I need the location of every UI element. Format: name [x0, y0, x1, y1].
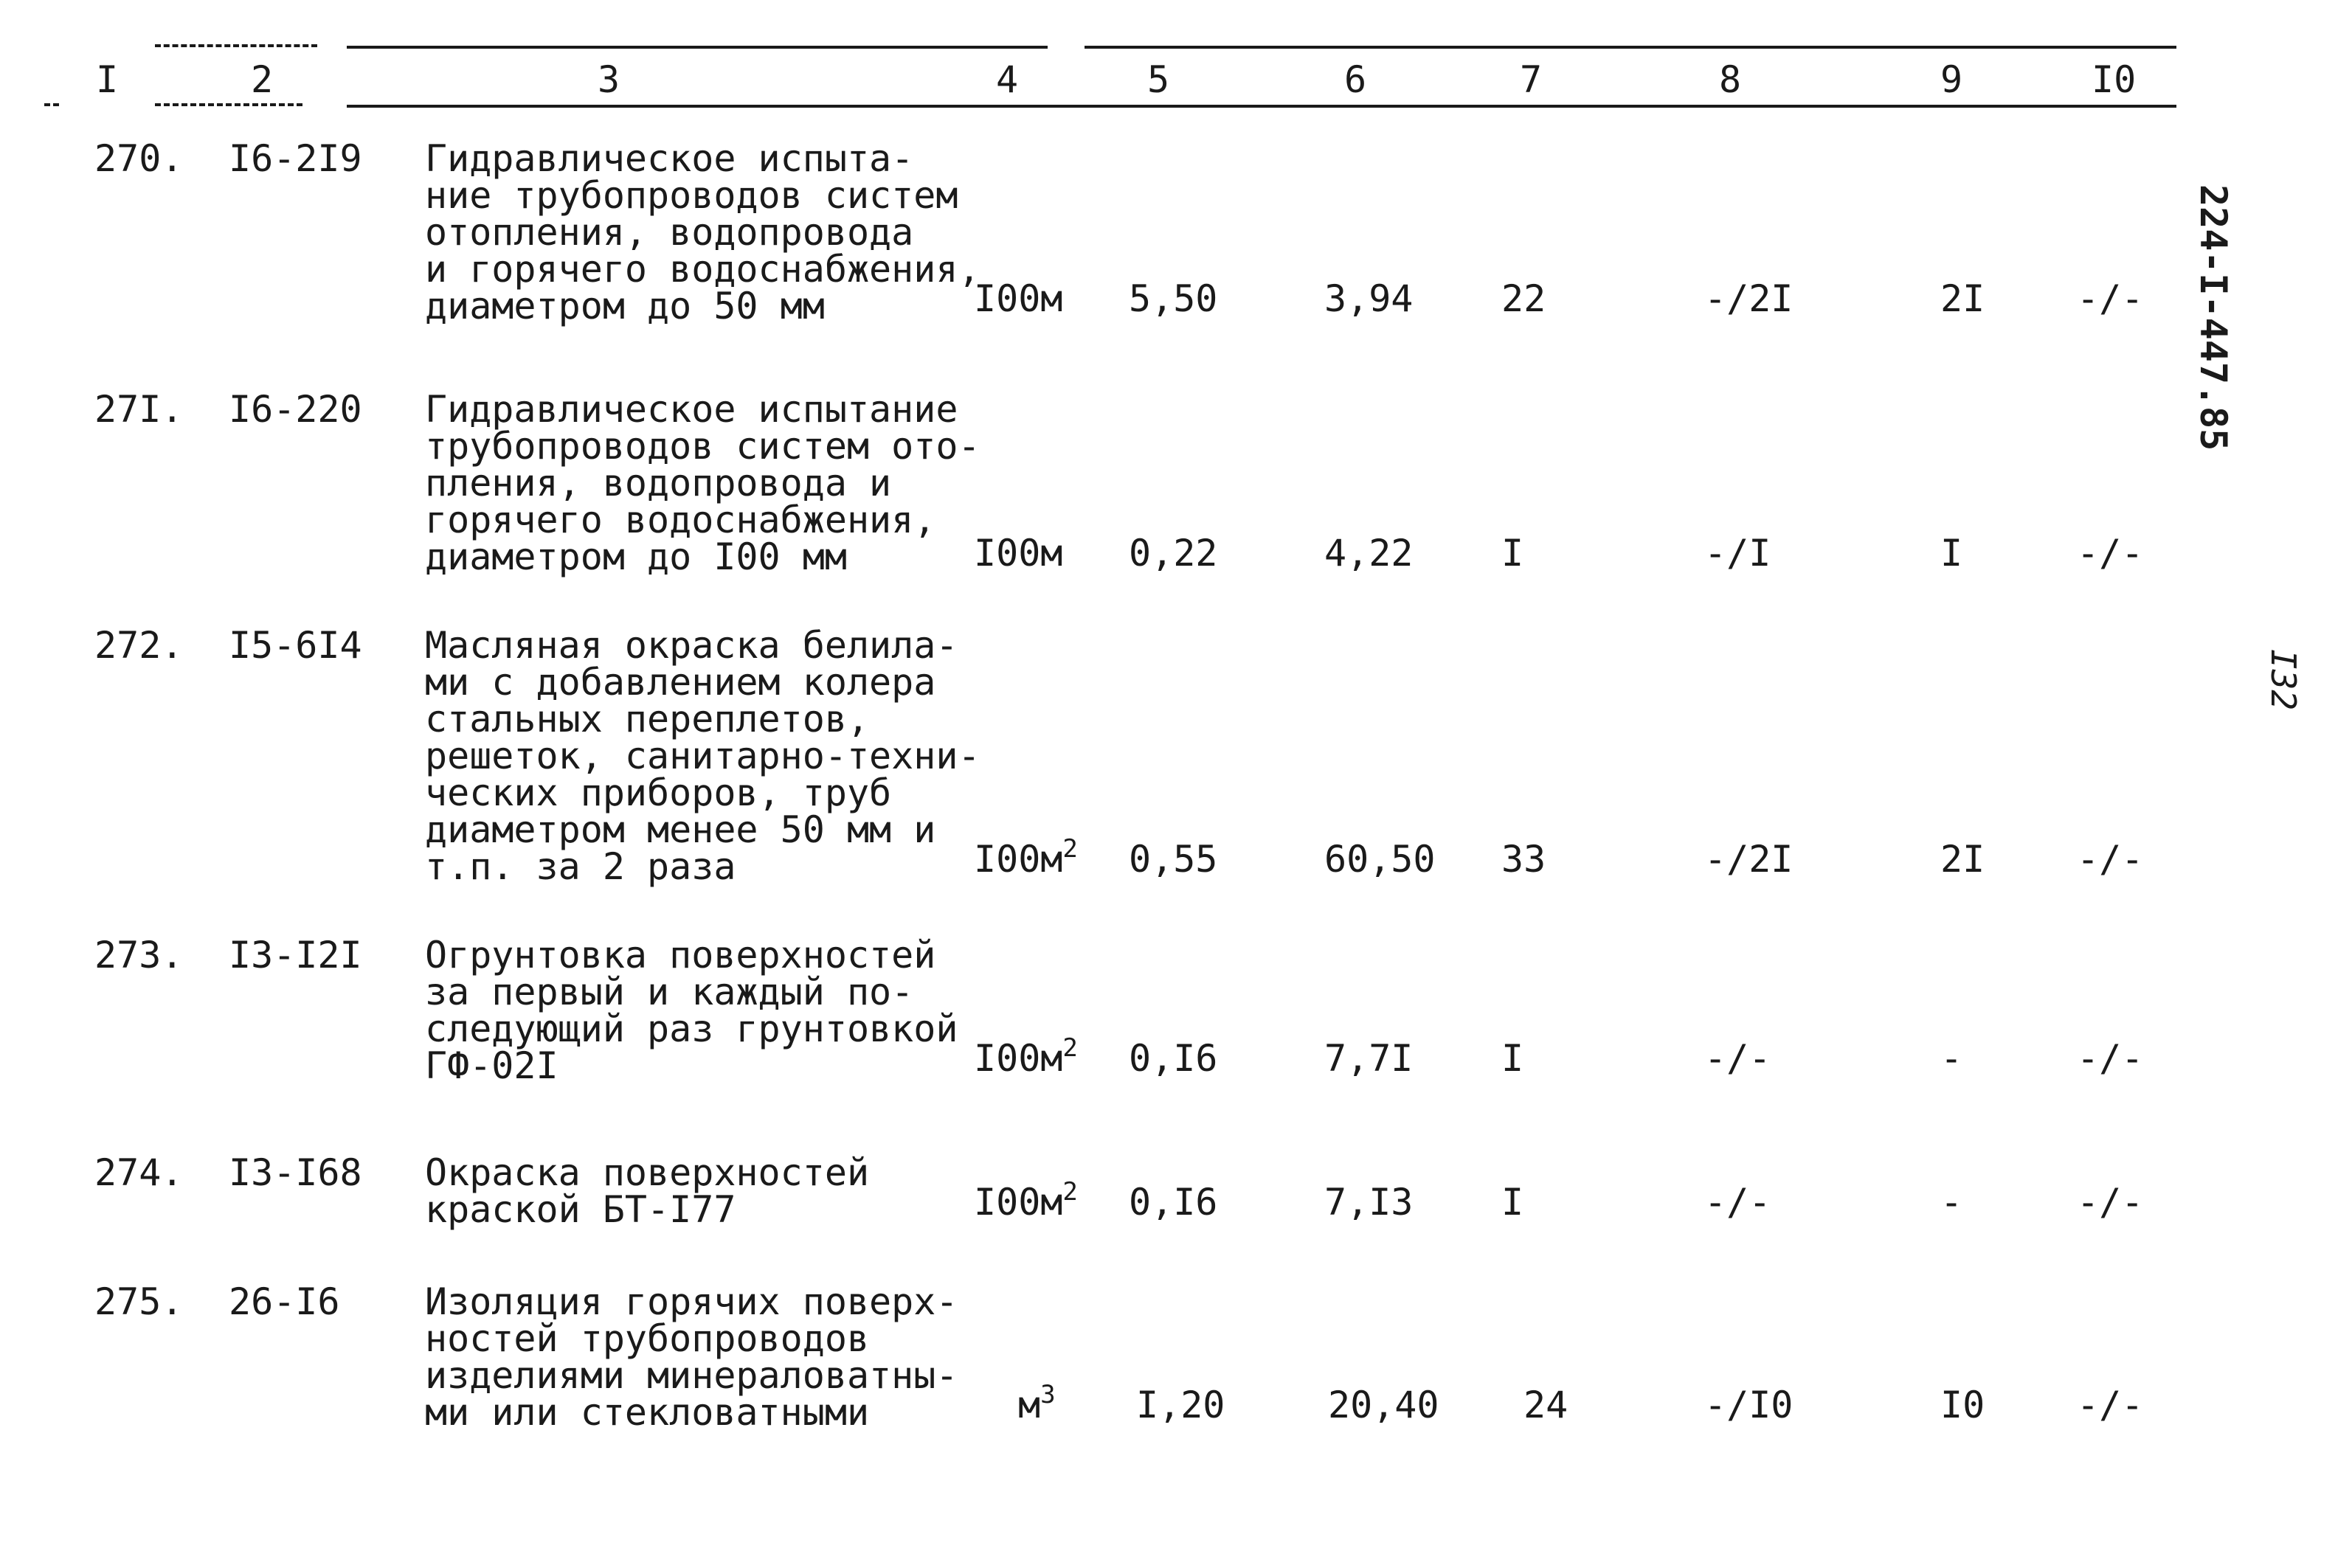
- quantity: 0,22: [1129, 532, 1218, 575]
- col-7-value: I: [1501, 532, 1524, 575]
- unit-of-measure: $I00м^2$: [974, 834, 1078, 881]
- header-col-8: 8: [1719, 58, 1742, 101]
- work-description: Изоляция горячих поверх- ностей трубопроводов изделиями минераловатны- ми или стекловатными: [425, 1280, 958, 1434]
- work-description: Окраска поверхностей краской БТ-I77: [425, 1151, 870, 1231]
- col-10-value: -/-: [2077, 1181, 2144, 1224]
- header-top-rule: [155, 44, 317, 47]
- quantity: 0,I6: [1129, 1181, 1218, 1224]
- unit-of-measure: $I00м^2$: [974, 1033, 1078, 1080]
- col-6-value: 20,40: [1328, 1384, 1439, 1426]
- row-number: 274.: [94, 1151, 184, 1194]
- col-7-value: I: [1501, 1037, 1524, 1080]
- header-col-1: I: [96, 58, 119, 101]
- col-9-value: 2I: [1940, 838, 1985, 881]
- quantity: 0,I6: [1129, 1037, 1218, 1080]
- page-number: I32: [2263, 649, 2303, 711]
- rate-code: I3-I68: [229, 1151, 362, 1194]
- col-8-value: -/2I: [1704, 277, 1794, 320]
- row-number: 273.: [94, 934, 184, 976]
- col-6-value: 7,I3: [1324, 1181, 1414, 1224]
- rate-code: I3-I2I: [229, 934, 362, 976]
- col-7-value: I: [1501, 1181, 1524, 1224]
- col-9-value: 2I: [1940, 277, 1985, 320]
- header-bottom-rule: [347, 105, 2176, 108]
- header-top-rule: [347, 46, 1048, 49]
- col-6-value: 60,50: [1324, 838, 1436, 881]
- header-col-10: I0: [2092, 58, 2137, 101]
- col-10-value: -/-: [2077, 1384, 2144, 1426]
- col-9-value: -: [1940, 1181, 1963, 1224]
- col-6-value: 3,94: [1324, 277, 1414, 320]
- col-10-value: -/-: [2077, 1037, 2144, 1080]
- col-8-value: -/I: [1704, 532, 1771, 575]
- quantity: I,20: [1136, 1384, 1225, 1426]
- header-bottom-rule: [44, 103, 59, 106]
- rate-code: 26-I6: [229, 1280, 340, 1323]
- row-number: 275.: [94, 1280, 184, 1323]
- col-10-value: -/-: [2077, 532, 2144, 575]
- col-10-value: -/-: [2077, 277, 2144, 320]
- header-bottom-rule: [155, 103, 302, 106]
- col-9-value: I0: [1940, 1384, 1985, 1426]
- rate-code: I5-6I4: [229, 624, 362, 667]
- work-description: Гидравлическое испыта- ние трубопроводов систем отопления, водопровода и горячего водоснабжения, диаметром до 50 мм: [425, 137, 980, 327]
- unit-of-measure: I00м: [974, 532, 1063, 575]
- header-col-6: 6: [1344, 58, 1367, 101]
- rate-code: I6-2I9: [229, 137, 362, 180]
- work-description: Огрунтовка поверхностей за первый и каждый по- следующий раз грунтовкой ГФ-02I: [425, 934, 958, 1087]
- col-9-value: I: [1940, 532, 1963, 575]
- row-number: 270.: [94, 137, 184, 180]
- col-7-value: 24: [1523, 1384, 1568, 1426]
- quantity: 0,55: [1129, 838, 1218, 881]
- rate-code: I6-220: [229, 388, 362, 431]
- col-6-value: 7,7I: [1324, 1037, 1414, 1080]
- row-number: 27I.: [94, 388, 184, 431]
- header-col-9: 9: [1940, 58, 1963, 101]
- header-top-rule: [1085, 46, 2176, 49]
- header-col-2: 2: [251, 58, 274, 101]
- col-8-value: -/I0: [1704, 1384, 1794, 1426]
- col-7-value: 22: [1501, 277, 1546, 320]
- header-col-7: 7: [1520, 58, 1543, 101]
- col-9-value: -: [1940, 1037, 1963, 1080]
- col-8-value: -/2I: [1704, 838, 1794, 881]
- col-7-value: 33: [1501, 838, 1546, 881]
- document-code: 224-I-447.85: [2192, 184, 2235, 451]
- row-number: 272.: [94, 624, 184, 667]
- header-col-4: 4: [996, 58, 1019, 101]
- work-description: Масляная окраска белила- ми с добавлением колера стальных переплетов, решеток, санитарно-техни- ческих приборов, труб диаметром менее 50 мм и т.п. за 2 раза: [425, 624, 980, 888]
- header-col-5: 5: [1147, 58, 1170, 101]
- col-10-value: -/-: [2077, 838, 2144, 881]
- col-8-value: -/-: [1704, 1181, 1771, 1224]
- header-col-3: 3: [598, 58, 620, 101]
- quantity: 5,50: [1129, 277, 1218, 320]
- col-8-value: -/-: [1704, 1037, 1771, 1080]
- unit-of-measure: $м^3$: [1018, 1380, 1056, 1426]
- unit-of-measure: $I00м^2$: [974, 1177, 1078, 1224]
- col-6-value: 4,22: [1324, 532, 1414, 575]
- unit-of-measure: I00м: [974, 277, 1063, 320]
- work-description: Гидравлическое испытание трубопроводов систем ото- пления, водопровода и горячего водоснабжения, диаметром до I00 мм: [425, 388, 980, 578]
